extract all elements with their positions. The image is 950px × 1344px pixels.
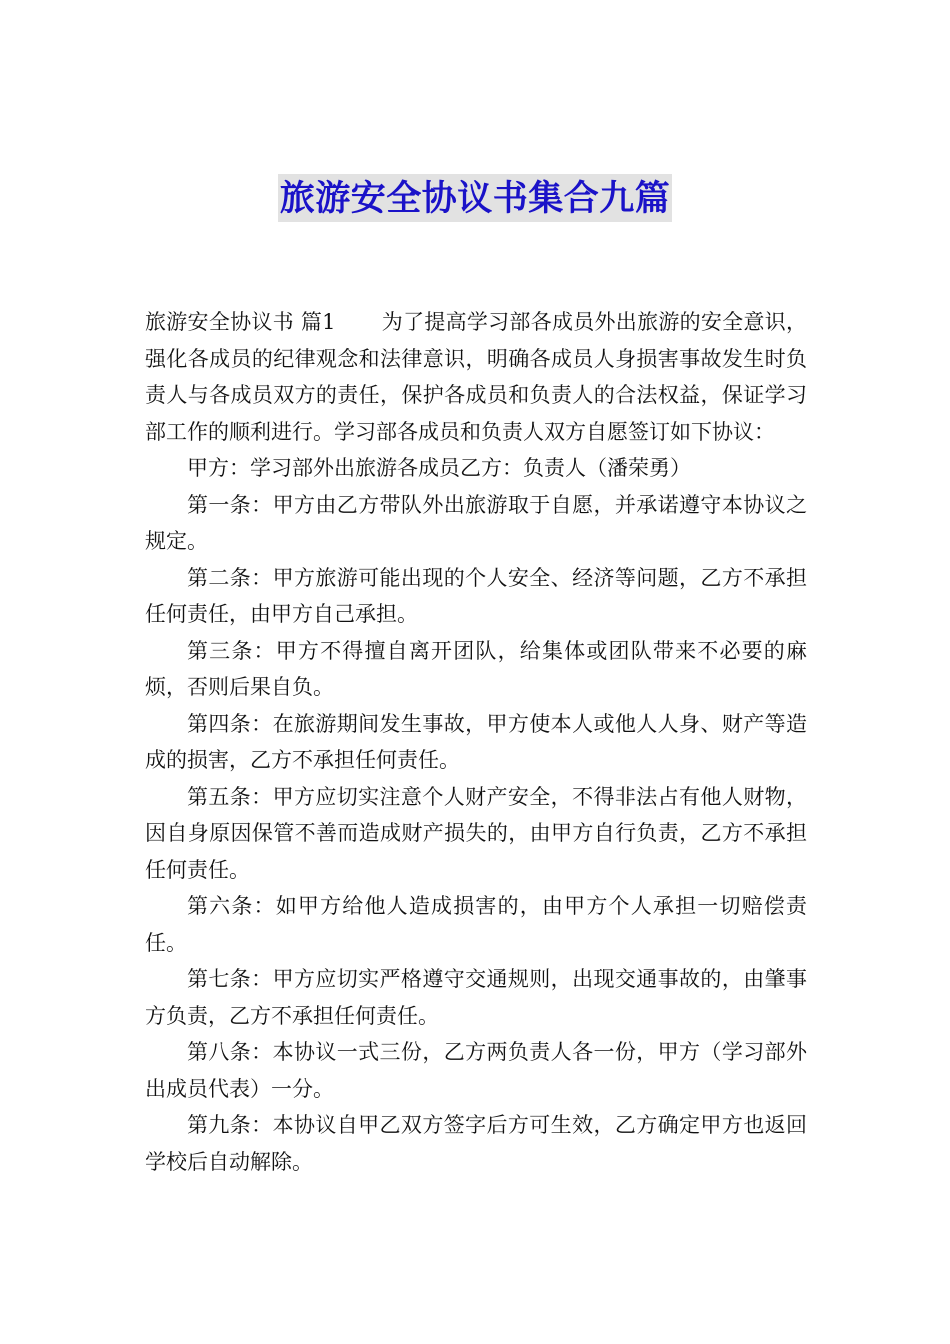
article-9-paragraph: 第九条：本协议自甲乙双方签字后方可生效，乙方确定甲方也返回学校后自动解除。: [145, 1113, 807, 1174]
article-7-paragraph: 第七条：甲方应切实严格遵守交通规则，出现交通事故的，由肇事方负责，乙方不承担任何责任。: [145, 967, 807, 1028]
document-title: 旅游安全协议书集合九篇: [278, 174, 673, 222]
article-8-paragraph: 第八条：本协议一式三份，乙方两负责人各一份，甲方（学习部外出成员代表）一分。: [145, 1040, 807, 1101]
document-body: [145, 304, 807, 1180]
intro-paragraph: [145, 304, 807, 450]
intro-text: 为了提高学习部各成员外出旅游的安全意识，强化各成员的纪律观念和法律意识，明确各成员人身损害事故发生时负责人与各成员双方的责任，保护各成员和负责人的合法权益，保证学习部工作的顺利进行。学习部各成员和负责人双方自愿签订如下协议：: [145, 310, 807, 444]
title-container: [0, 174, 950, 222]
article-6-paragraph: 第六条：如甲方给他人造成损害的，由甲方个人承担一切赔偿责任。: [145, 894, 807, 955]
intro-heading: 旅游安全协议书 篇1: [145, 310, 336, 334]
article-2-paragraph: 第二条：甲方旅游可能出现的个人安全、经济等问题，乙方不承担任何责任，由甲方自己承担。: [145, 565, 807, 626]
article-4-paragraph: 第四条：在旅游期间发生事故，甲方使本人或他人人身、财产等造成的损害，乙方不承担任何责任。: [145, 711, 807, 772]
article-1-paragraph: 第一条：甲方由乙方带队外出旅游取于自愿，并承诺遵守本协议之规定。: [145, 492, 807, 553]
article-5-paragraph: 第五条：甲方应切实注意个人财产安全，不得非法占有他人财物，因自身原因保管不善而造成财产损失的，由甲方自行负责，乙方不承担任何责任。: [145, 784, 807, 882]
article-3-paragraph: 第三条：甲方不得擅自离开团队，给集体或团队带来不必要的麻烦，否则后果自负。: [145, 638, 807, 699]
parties-paragraph: 甲方：学习部外出旅游各成员乙方：负责人（潘荣勇）: [187, 456, 691, 480]
